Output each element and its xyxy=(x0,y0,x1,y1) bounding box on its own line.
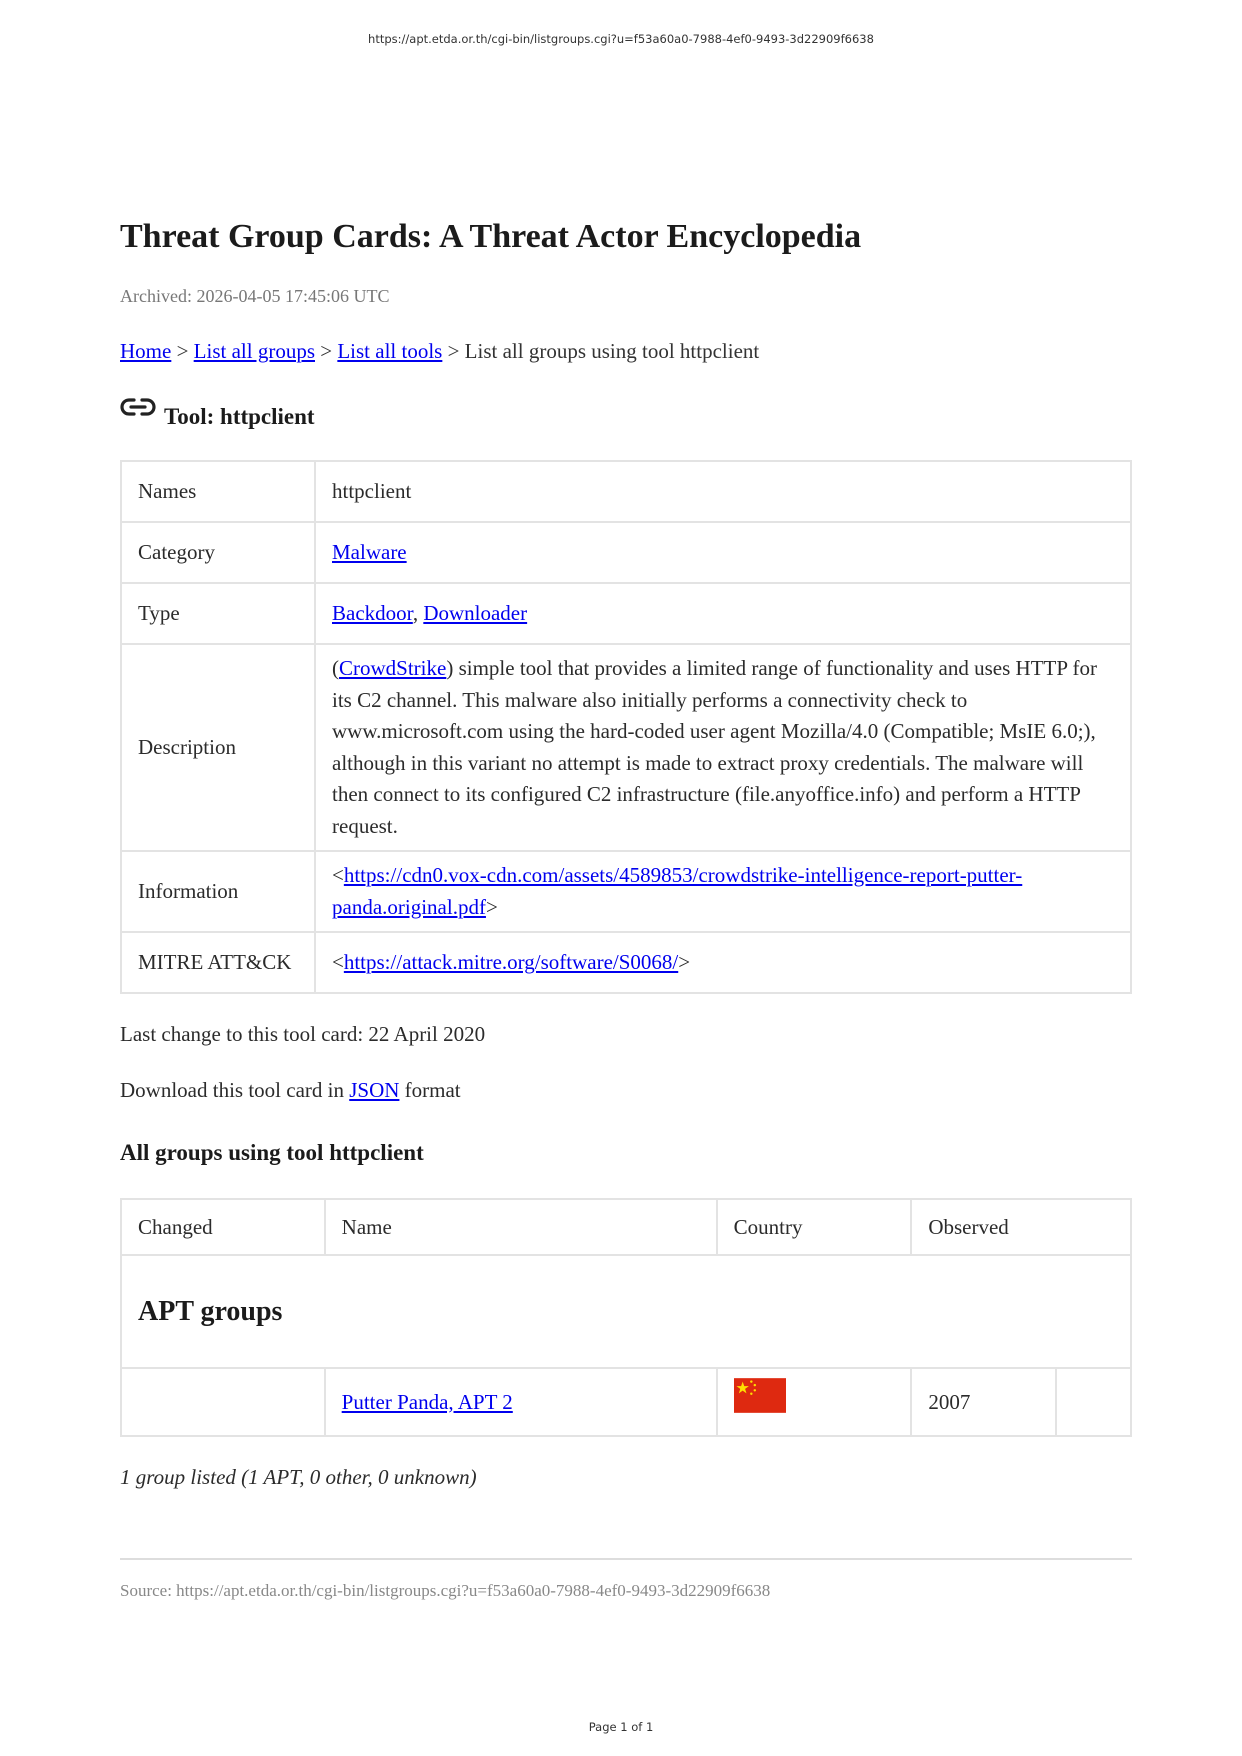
mitre-attack-link[interactable]: https://attack.mitre.org/software/S0068/ xyxy=(343,950,679,974)
type-separator: , xyxy=(412,601,424,625)
group-putter-panda-link[interactable]: Putter Panda, APT 2 xyxy=(341,1389,513,1414)
column-header-observed: Observed xyxy=(911,1199,1131,1255)
tool-info-table xyxy=(120,460,1132,994)
description-label: Description xyxy=(121,644,315,851)
apt-section-row xyxy=(121,1255,1131,1368)
china-flag-icon xyxy=(734,1378,786,1413)
row-observed: 2007 xyxy=(911,1368,1056,1436)
groups-summary: 1 group listed (1 APT, 0 other, 0 unknown) xyxy=(120,1465,477,1489)
information-label: Information xyxy=(121,851,315,932)
information-gt: > xyxy=(485,894,498,919)
apt-section-title: APT groups xyxy=(138,1295,283,1327)
page-content xyxy=(120,214,1132,1602)
last-change-text: Last change to this tool card: 22 April 2020 xyxy=(120,1022,486,1046)
mitre-lt: < xyxy=(332,950,344,974)
description-source-link[interactable]: CrowdStrike xyxy=(339,656,447,680)
category-row xyxy=(121,522,1131,583)
names-value: httpclient xyxy=(315,461,1131,522)
download-line xyxy=(120,1076,1132,1104)
breadcrumb-groups-link[interactable]: List all groups xyxy=(193,339,315,363)
download-json-link[interactable]: JSON xyxy=(349,1078,400,1102)
groups-table xyxy=(120,1198,1132,1437)
groups-header-row xyxy=(121,1199,1131,1255)
category-value xyxy=(315,522,1131,583)
row-extra xyxy=(1056,1368,1131,1436)
table-row xyxy=(121,1368,1131,1436)
link-icon xyxy=(120,395,156,419)
column-header-changed: Changed xyxy=(121,1199,325,1255)
type-row xyxy=(121,583,1131,644)
breadcrumb-current: > List all groups using tool httpclient xyxy=(442,339,760,363)
row-name xyxy=(325,1368,717,1436)
mitre-value xyxy=(315,932,1131,993)
apt-section-cell xyxy=(121,1255,1131,1368)
print-footer-page: Page 1 of 1 xyxy=(588,1720,654,1734)
archived-timestamp: Archived: 2026-04-05 17:45:06 UTC xyxy=(120,286,390,306)
download-after: format xyxy=(399,1078,461,1102)
type-downloader-link[interactable]: Downloader xyxy=(423,601,528,625)
category-label: Category xyxy=(121,522,315,583)
description-row xyxy=(121,644,1131,851)
row-country xyxy=(717,1368,912,1436)
breadcrumb-separator: > xyxy=(315,339,338,363)
footer-divider xyxy=(120,1558,1132,1560)
type-value xyxy=(315,583,1131,644)
tool-title: Tool: httpclient xyxy=(164,404,315,429)
column-header-country: Country xyxy=(717,1199,912,1255)
page-title: Threat Group Cards: A Threat Actor Encyclopedia xyxy=(120,218,862,255)
information-value xyxy=(315,851,1131,932)
source-url: Source: https://apt.etda.or.th/cgi-bin/listgroups.cgi?u=f53a60a0-7988-4ef0-9493-3d22909f6638 xyxy=(120,1581,771,1600)
download-before: Download this tool card in xyxy=(120,1078,350,1102)
groups-heading: All groups using tool httpclient xyxy=(120,1140,424,1165)
description-text: ) simple tool that provides a limited range of functionality and uses HTTP for its C2 channel. This malware also initially performs a connectivity check to www.microsoft.com using the hard-coded user agent Mozilla/4.0 (Compatible; MsIE 6.0;), although in this variant no attempt is made to extract proxy credentials. The malware will then connect to its configured C2 infrastructure (file.anyoffice.info) and perform a HTTP request. xyxy=(332,656,1097,838)
mitre-gt: > xyxy=(678,950,691,974)
tool-heading xyxy=(120,393,1132,433)
description-open-paren: ( xyxy=(332,656,339,680)
mitre-label: MITRE ATT&CK xyxy=(121,932,315,993)
category-malware-link[interactable]: Malware xyxy=(332,540,407,564)
names-row xyxy=(121,461,1131,522)
information-lt: < xyxy=(332,863,344,887)
information-row xyxy=(121,851,1131,932)
type-backdoor-link[interactable]: Backdoor xyxy=(332,601,413,625)
description-value xyxy=(315,644,1131,851)
breadcrumb-tools-link[interactable]: List all tools xyxy=(337,339,443,363)
mitre-row xyxy=(121,932,1131,993)
information-report-link[interactable]: https://cdn0.vox-cdn.com/assets/4589853/crowdstrike-intelligence-report-putter-panda.original.pdf xyxy=(332,863,1023,919)
names-label: Names xyxy=(121,461,315,522)
breadcrumb-separator: > xyxy=(171,339,194,363)
type-label: Type xyxy=(121,583,315,644)
column-header-name: Name xyxy=(325,1199,717,1255)
breadcrumb xyxy=(120,337,1132,365)
row-changed xyxy=(121,1368,325,1436)
breadcrumb-home-link[interactable]: Home xyxy=(120,339,172,363)
print-header-url: https://apt.etda.or.th/cgi-bin/listgroups.cgi?u=f53a60a0-7988-4ef0-9493-3d22909f6638 xyxy=(368,32,874,46)
